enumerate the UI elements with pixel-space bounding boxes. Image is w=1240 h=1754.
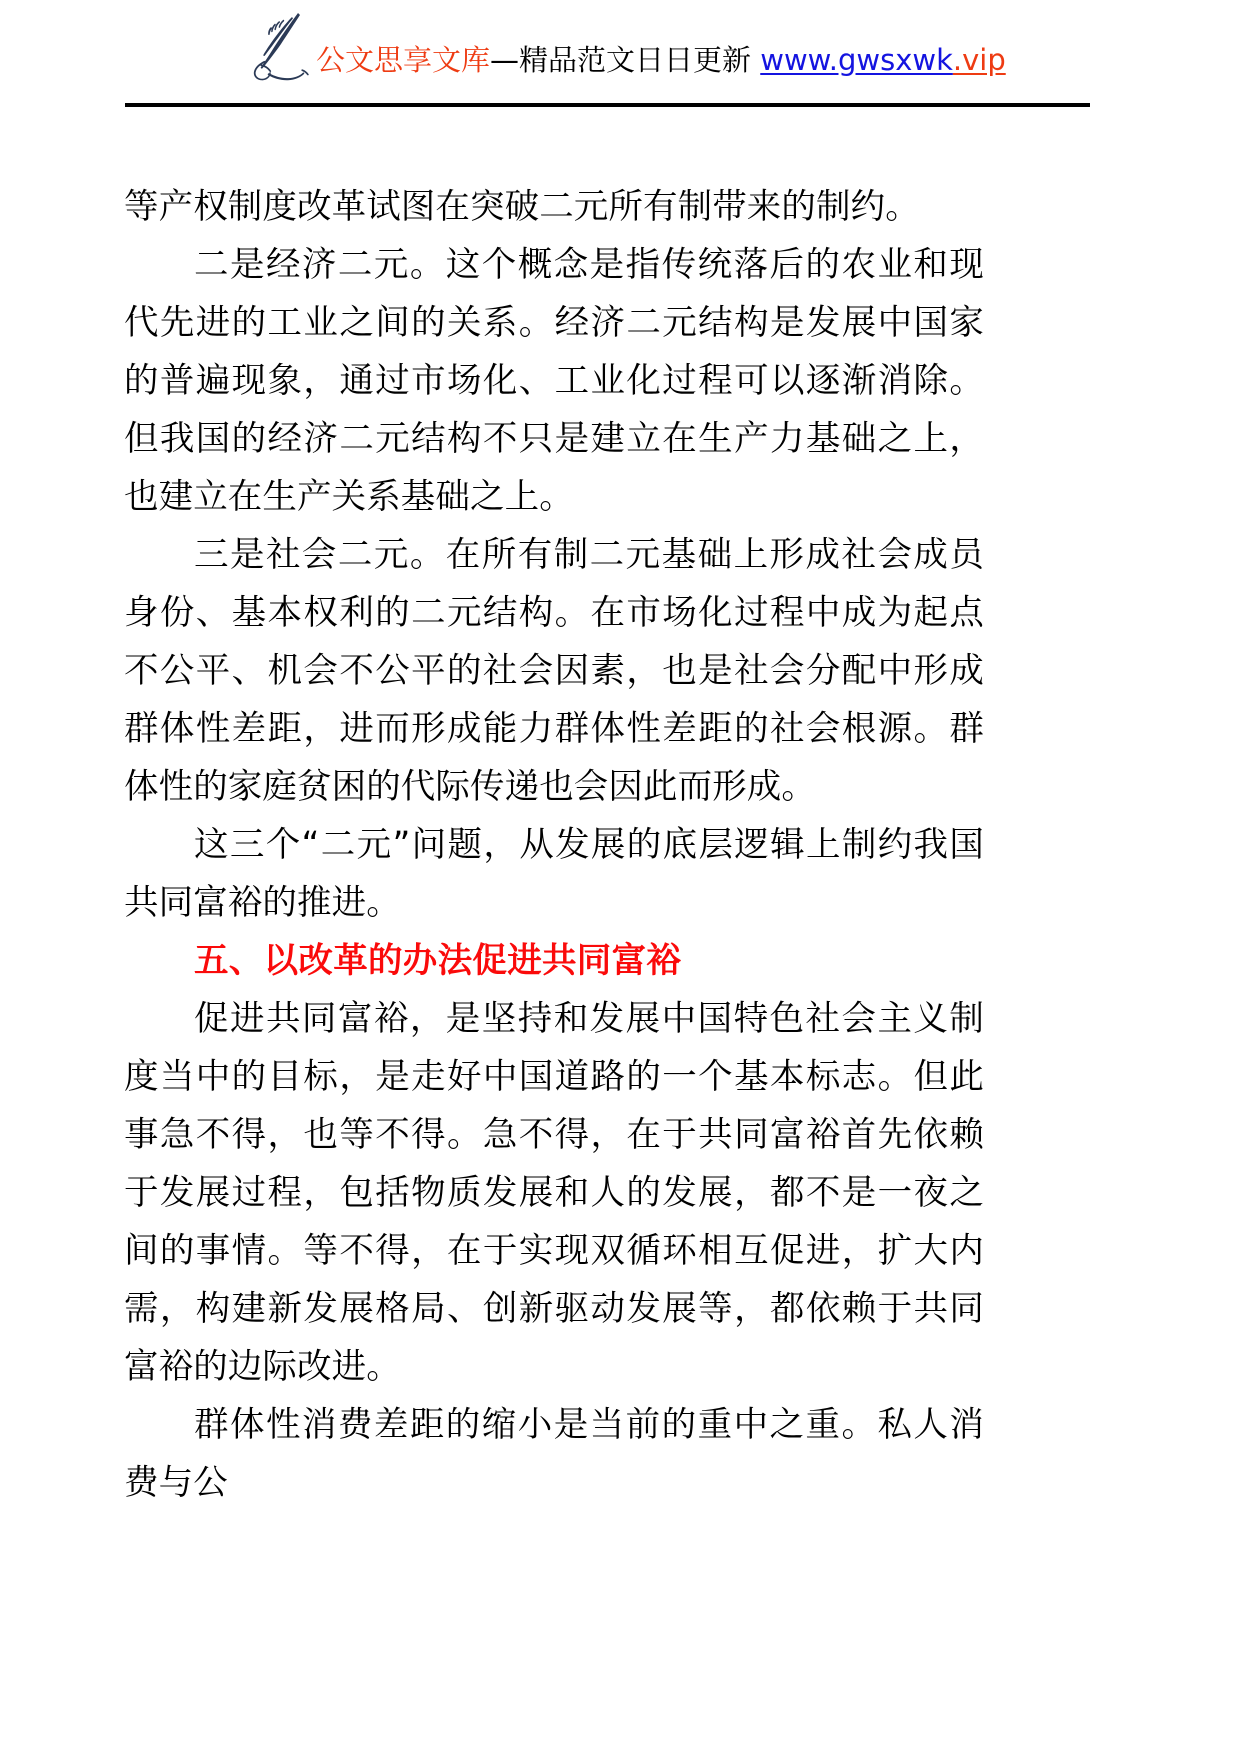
site-url-tld[interactable]: .vip	[952, 43, 1006, 77]
paragraph: 群体性消费差距的缩小是当前的重中之重。私人消费与公	[124, 1405, 984, 1503]
paragraph: 三是社会二元。在所有制二元基础上形成社会成员身份、基本权利的二元结构。在市场化过程中成为起点不公平、机会不公平的社会因素，也是社会分配中形成群体性差距，进而形成能力群体性差距的社会根源。群体性的家庭贫困的代际传递也会因此而形成。	[124, 535, 984, 807]
header-divider	[125, 103, 1090, 107]
site-tagline: —精品范文日日更新	[490, 43, 752, 77]
paragraph: 二是经济二元。这个概念是指传统落后的农业和现代先进的工业之间的关系。经济二元结构是发展中国家的普遍现象，通过市场化、工业化过程可以逐渐消除。但我国的经济二元结构不只是建立在生产力基础之上，也建立在生产关系基础之上。	[124, 245, 984, 517]
quill-pen-icon	[248, 9, 310, 83]
site-brand-name: 公文思享文库	[316, 43, 491, 77]
site-url-link[interactable]: www.gwsxwk	[760, 43, 953, 77]
paragraph: 这三个“二元”问题，从发展的底层逻辑上制约我国共同富裕的推进。	[124, 825, 984, 923]
document-body	[124, 178, 984, 1512]
section-heading: 五、以改革的办法促进共同富裕	[194, 941, 682, 981]
paragraph: 促进共同富裕，是坚持和发展中国特色社会主义制度当中的目标，是走好中国道路的一个基本标志。但此事急不得，也等不得。急不得，在于共同富裕首先依赖于发展过程，包括物质发展和人的发展，都不是一夜之间的事情。等不得，在于实现双循环相互促进，扩大内需，构建新发展格局、创新驱动发展等，都依赖于共同富裕的边际改进。	[124, 999, 984, 1387]
page-header	[0, 0, 1240, 106]
paragraph: 等产权制度改革试图在突破二元所有制带来的制约。	[124, 187, 920, 227]
header-title	[316, 43, 1006, 77]
header-banner	[248, 8, 1006, 88]
